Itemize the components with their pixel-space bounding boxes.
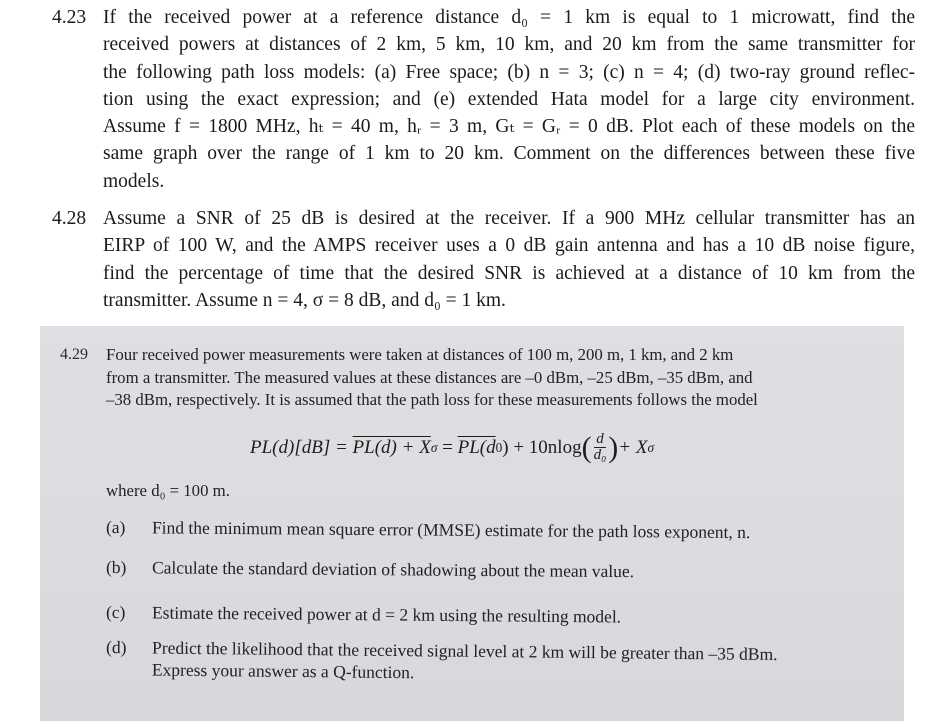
text-line: received powers at distances of 2 km, 5 km, 10 km, and 20 km from the same transmitter for [103,34,915,56]
text-line: Four received power measurements were taken at distances of 100 m, 200 m, 1 km, and 2 km [106,345,734,364]
formula-mean-path-loss: PL(d) + X [352,436,431,458]
formula-tail: + X [618,436,648,458]
text-line: Assume a SNR of 25 dB is desired at the receiver. If a 900 MHz cellular transmitter has an [103,208,915,229]
part-text: Estimate the received power at d = 2 km using the resulting model. [151,602,622,627]
text-line: tion using the exact expression; and (e) extended Hata model for a large city environment. [103,88,915,110]
text-line: models. [103,170,165,192]
text-line: transmitter. Assume n = 4, σ = 8 dB, and d₀ = 1 km. [103,289,506,311]
text-line: Assume f = 1800 MHz, hₜ = 40 m, hᵣ = 3 m, Gₜ = Gᵣ = 0 dB. Plot each of these models on the [103,116,915,138]
where-clause: where d₀ = 100 m. [106,481,230,500]
problem-text [103,205,915,314]
part-text: Predict the likelihood that the received signal level at 2 km will be greater than –35 dBm. [152,637,778,665]
part-text-continued: Express your answer as a Q-function. [151,659,415,683]
part-label: (c) [105,602,126,623]
text-line: find the percentage of time that the desired SNR is achieved at a distance of 10 km from the [103,262,915,284]
part-b [106,556,896,584]
part-text: Find the minimum mean square error (MMSE) estimate for the path loss exponent, n. [151,517,751,543]
problem-number: 4.29 [60,346,88,363]
part-label: (b) [105,557,127,578]
formula-reference-loss: PL(d [457,436,496,458]
formula-log-term: ) + 10nlog [502,436,582,458]
problem-4-29-photo [40,326,904,721]
part-c [106,601,896,630]
problem-number: 4.23 [52,7,87,28]
part-a [106,516,896,544]
text-line: –38 dBm, respectively. It is assumed that the path loss for these measurements follows the model [106,390,758,409]
part-d [106,636,896,688]
path-loss-formula: PL(d)[dB] = PL(d) + X σ = PL(d 0 ) + 10nlog ( $\frac{d}{\text{d₀}}$ ) + X σ [250,430,655,464]
formula-fraction: $\frac{d}{\text{d₀}}$ [593,431,607,463]
text-line: the following path loss models: (a) Free space; (b) n = 3; (c) n = 4; (d) two-ray ground reflec- [103,61,915,83]
formula-equals: = [442,436,453,458]
part-label: (a) [105,517,126,538]
text-line: from a transmitter. The measured values at these distances are –0 dBm, –25 dBm, –35 dBm, and [106,367,753,387]
part-text: Calculate the standard deviation of shadowing about the mean value. [151,557,635,582]
problem-number: 4.28 [52,208,87,229]
problem-text [106,344,896,412]
text-line: EIRP of 100 W, and the AMPS receiver uses a 0 dB gain antenna and has a 10 dB noise figure, [103,235,915,257]
text-line: same graph over the range of 1 km to 20 km. Comment on the differences between these five [103,143,915,165]
problem-text [103,4,915,195]
text-line: If the received power at a reference distance d₀ = 1 km is equal to 1 microwatt, find the [103,7,915,28]
formula-lhs: PL(d)[dB] = [250,436,348,458]
part-label: (d) [106,637,127,658]
